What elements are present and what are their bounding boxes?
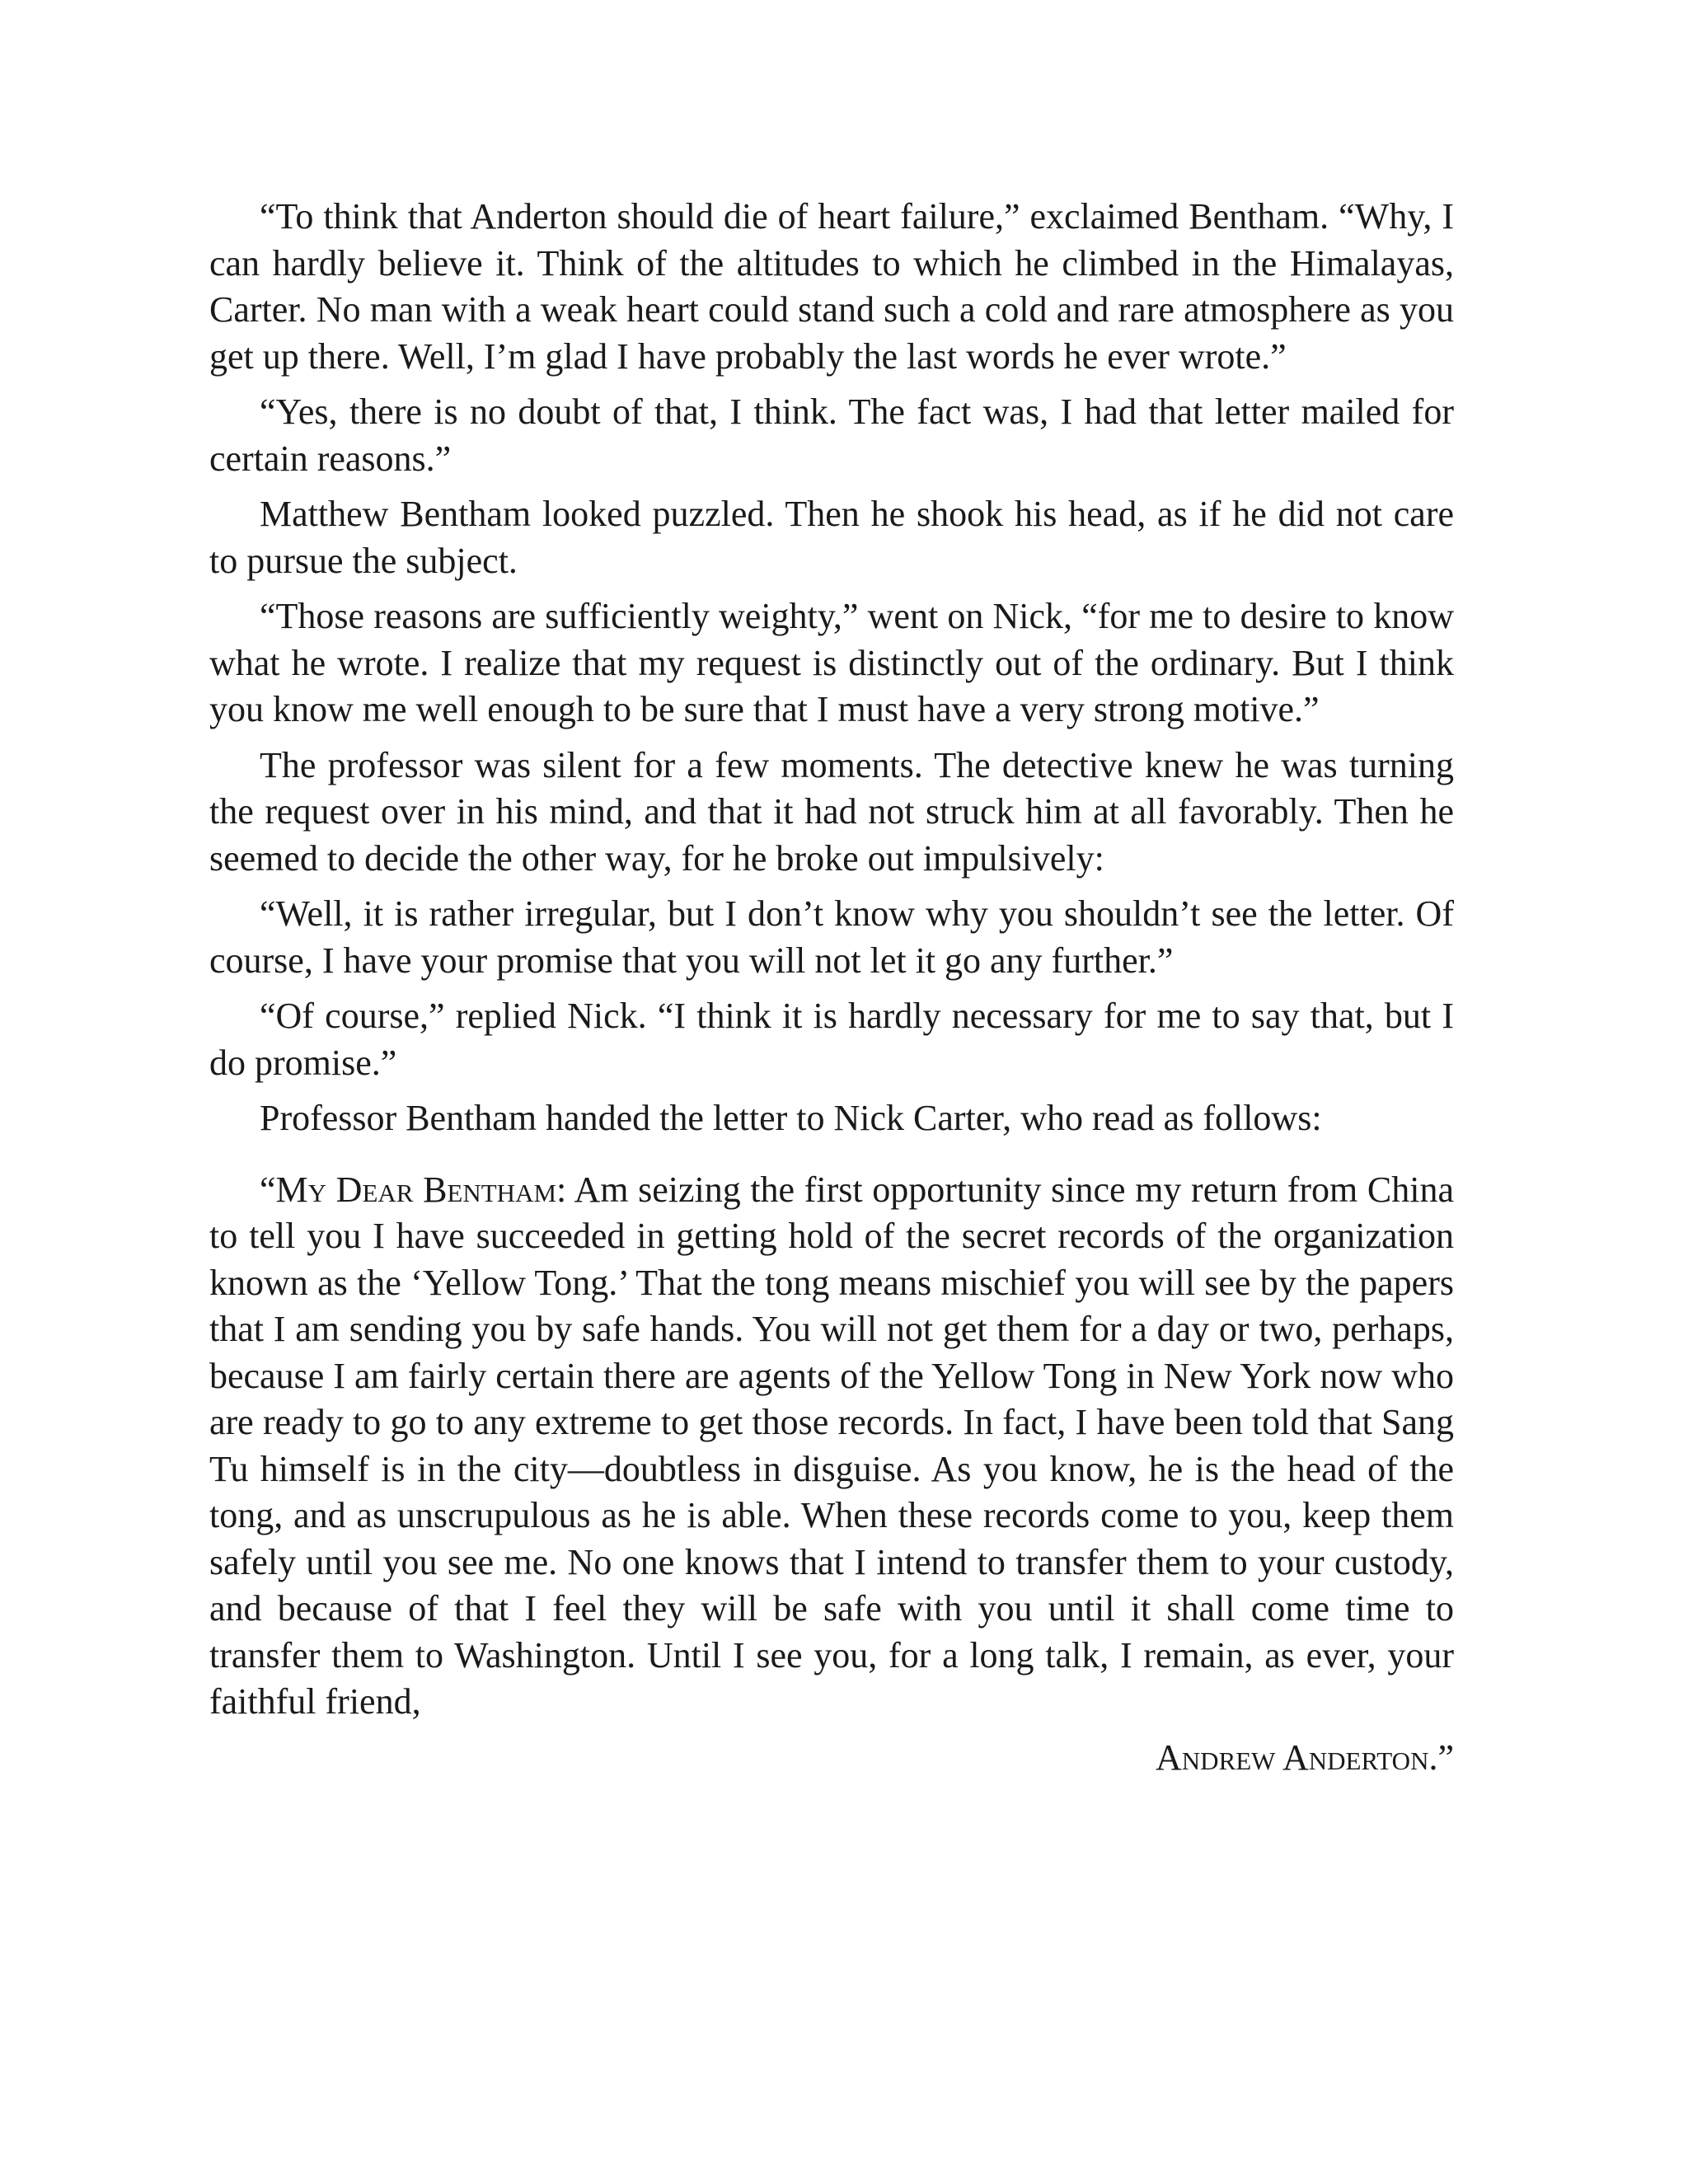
paragraph-5: The professor was silent for a few moments. The detective knew he was turning the request over in his mind, and that it had not struck him at all favorably. Then he seemed to decide the other way, for he broke out impulsively: bbox=[209, 744, 1454, 879]
paragraph-2: “Yes, there is no doubt of that, I think. The fact was, I had that letter mailed for certain reasons.” bbox=[209, 391, 1454, 479]
paragraph-4: “Those reasons are sufficiently weighty,” went on Nick, “for me to desire to know what he wrote. I realize that my request is distinctly out of the ordinary. But I think you know me well enough to be sure that I must have a very strong motive.” bbox=[209, 596, 1454, 729]
paragraph-6: “Well, it is rather irregular, but I don’t know why you shouldn’t see the letter. Of course, I have your promise that you will not let it go any further.” bbox=[209, 893, 1454, 981]
paragraph-7: “Of course,” replied Nick. “I think it is hardly necessary for me to say that, but I do promise.” bbox=[209, 996, 1454, 1083]
paragraph-1: “To think that Anderton should die of heart failure,” exclaimed Bentham. “Why, I can hardly believe it. Think of the altitudes to which he climbed in the Himalayas, Carter. No man with a weak heart could stand such a cold and rare atmosphere as you get up there. Well, I’m glad I have probably the last words he ever wrote.” bbox=[209, 196, 1454, 377]
letter-text: : Am seizing the first opportunity since my return from China to tell you I have succeeded in getting hold of the secret records of the organization known as the ‘Yellow Tong.’ That the tong means mischief you will see by the papers that I am sending you by safe hands. You will not get them for a day or two, perhaps, because I am fairly certain there are agents of the Yellow Tong in New York now who are ready to go to any extreme to get those records. In fact, I have been told that Sang Tu himself is in the city—doubtless in disguise. As you know, he is the head of the tong, and as unscrupulous as he is able. When these records come to you, keep them safely until you see me. No one knows that I intend to transfer them to your custody, and because of that I feel they will be safe with you until it shall come time to transfer them to Washington. Until I see you, for a long talk, I remain, as ever, your faithful friend, bbox=[209, 1169, 1454, 1722]
document-page bbox=[209, 194, 1454, 1790]
paragraph-3: Matthew Bentham looked puzzled. Then he shook his head, as if he did not care to pursue the subject. bbox=[209, 494, 1454, 581]
letter-body bbox=[209, 1167, 1454, 1726]
letter-signature: Andrew Anderton.” bbox=[1156, 1736, 1454, 1778]
letter-open-quote: “ bbox=[260, 1169, 276, 1210]
letter-salutation: My Dear Bentham bbox=[275, 1169, 557, 1210]
paragraph-8: Professor Bentham handed the letter to Nick Carter, who read as follows: bbox=[260, 1098, 1322, 1138]
